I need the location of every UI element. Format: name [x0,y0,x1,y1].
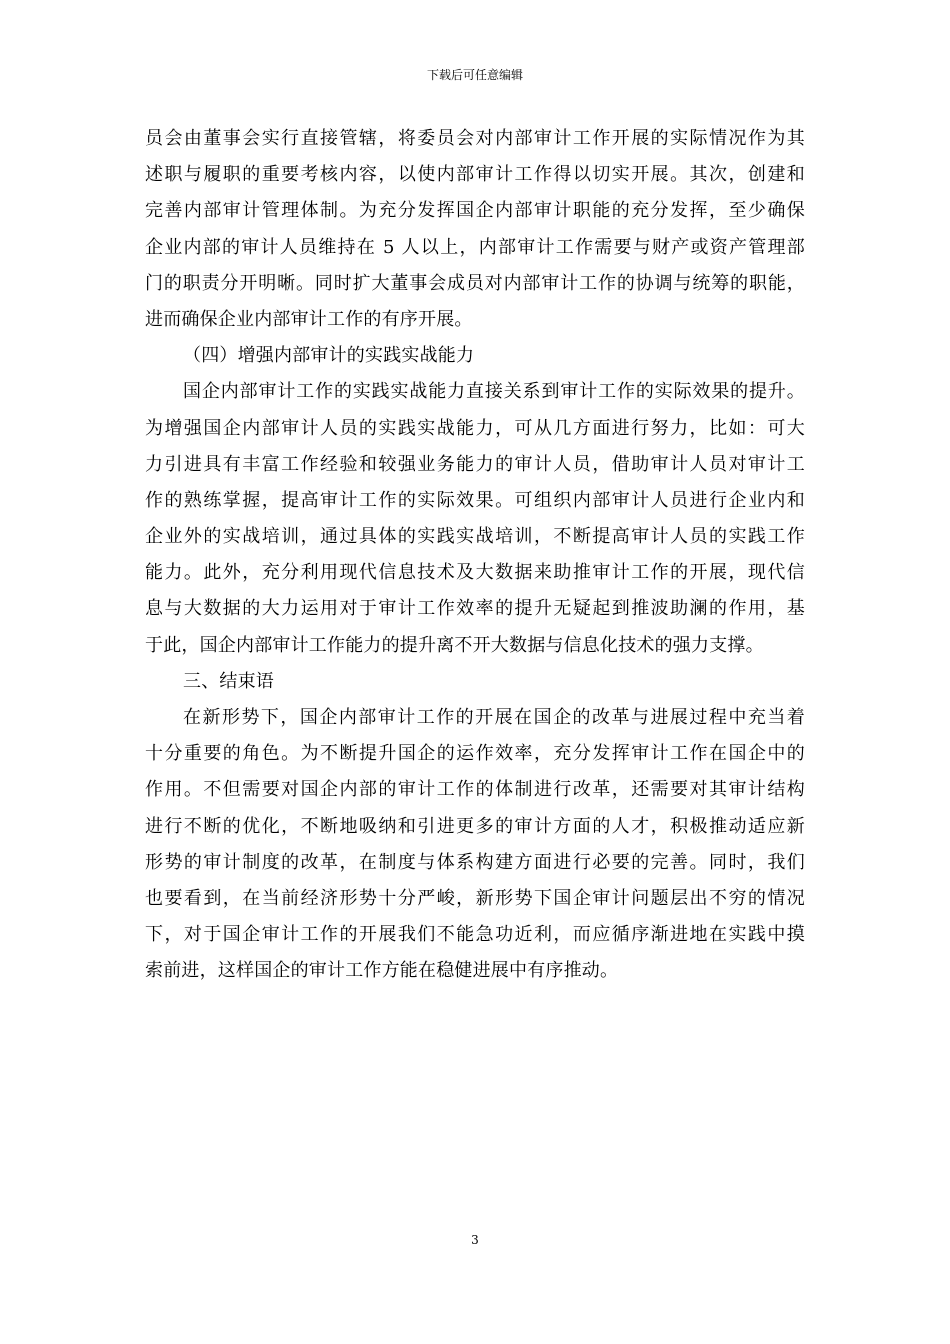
text-line: 进行不断的优化，不断地吸纳和引进更多的审计方面的人才，积极推动适应新 [145,815,805,837]
text-line: 完善内部审计管理体制。为充分发挥国企内部审计职能的充分发挥，至少确保 [145,200,805,222]
text-line: 息与大数据的大力运用对于审计工作效率的提升无疑起到推波助澜的作用，基 [145,598,805,620]
paragraph [145,374,805,664]
text-line: 也要看到，在当前经济形势十分严峻，新形势下国企审计问题层出不穷的情况 [145,887,805,909]
text-line: 能力。此外，充分利用现代信息技术及大数据来助推审计工作的开展，现代信 [145,562,805,584]
page-header: 下载后可任意编辑 [426,68,523,82]
text-line: 进而确保企业内部审计工作的有序开展。 [145,308,473,330]
text-line: 述职与履职的重要考核内容，以使内部审计工作得以切实开展。其次，创建和 [145,164,805,186]
paragraph [145,700,805,990]
text-line: 为增强国企内部审计人员的实践实战能力，可从几方面进行努力，比如：可大 [145,417,805,439]
text-line: 企业外的实战培训，通过具体的实践实战培训，不断提高审计人员的实践工作 [145,526,805,548]
text-line: 索前进，这样国企的审计工作方能在稳健进展中有序推动。 [145,960,619,982]
text-line: 员会由董事会实行直接管辖，将委员会对内部审计工作开展的实际情况作为其 [145,128,805,149]
section-heading: 三、结束语 [183,670,274,692]
text-line: 门的职责分开明晰。同时扩大董事会成员对内部审计工作的协调与统筹的职能， [145,272,805,294]
text-line: 作的熟练掌握，提高审计工作的实际效果。可组织内部审计人员进行企业内和 [145,489,805,511]
text-line: 下，对于国企审计工作的开展我们不能急功近利，而应循序渐进地在实践中摸 [145,924,805,946]
text-line: 力引进具有丰富工作经验和较强业务能力的审计人员，借助审计人员对审计工 [145,453,805,475]
text-line: 十分重要的角色。为不断提升国企的运作效率，充分发挥审计工作在国企中的 [145,743,805,765]
text-line: 形势的审计制度的改革，在制度与体系构建方面进行必要的完善。同时，我们 [145,851,805,873]
text-line: 企业内部的审计人员维持在 5 人以上，内部审计工作需要与财产或资产管理部 [145,236,805,258]
text-line: 在新形势下，国企内部审计工作的开展在国企的改革与进展过程中充当着 [183,707,805,728]
page-number: 3 [471,1233,479,1247]
text-line: 于此，国企内部审计工作能力的提升离不开大数据与信息化技术的强力支撑。 [145,634,764,656]
section-heading: （四）增强内部审计的实践实战能力 [183,345,475,367]
text-line: 作用。不但需要对国企内部的审计工作的体制进行改革，还需要对其审计结构 [145,779,805,801]
text-line: 国企内部审计工作的实践实战能力直接关系到审计工作的实际效果的提升。 [183,381,805,403]
document-body [145,121,805,990]
paragraph-continuation [145,121,805,338]
